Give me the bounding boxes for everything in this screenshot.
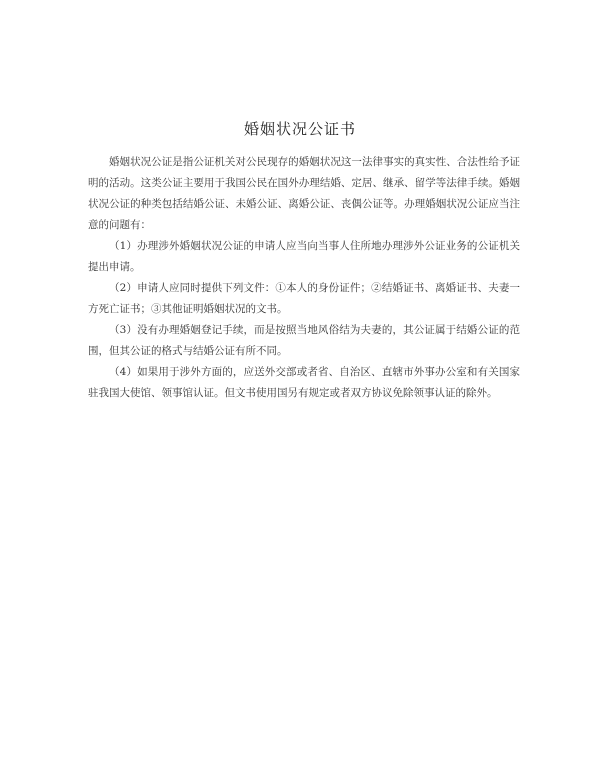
item-3-paragraph: （3）没有办理婚姻登记手续，而是按照当地风俗结为夫妻的，其公证属于结婚公证的范围，但其公证的格式与结婚公证有所不同。 — [88, 324, 520, 357]
document-title: 婚姻状况公证书 — [243, 120, 356, 138]
item-2-paragraph: （2）申请人应同时提供下列文件：①本人的身份证件；②结婚证书、离婚证书、夫妻一方死亡证书；③其他证明婚姻状况的文书。 — [88, 282, 520, 315]
intro-paragraph: 婚姻状况公证是指公证机关对公民现存的婚姻状况这一法律事实的真实性、合法性给予证明的活动。这类公证主要用于我国公民在国外办理结婚、定居、继承、留学等法律手续。婚姻状况公证的种类包括结婚公证、未婚公证、离婚公证、丧偶公证等。办理婚姻状况公证应当注意的问题有： — [88, 156, 520, 231]
item-4-paragraph: （4）如果用于涉外方面的，应送外交部或者省、自治区、直辖市外事办公室和有关国家驻我国大使馆、领事馆认证。但文书使用国另有规定或者双方协议免除领事认证的除外。 — [88, 366, 520, 399]
item-1-paragraph: （1）办理涉外婚姻状况公证的申请人应当向当事人住所地办理涉外公证业务的公证机关提出申请。 — [88, 240, 520, 273]
document-body — [88, 152, 520, 404]
